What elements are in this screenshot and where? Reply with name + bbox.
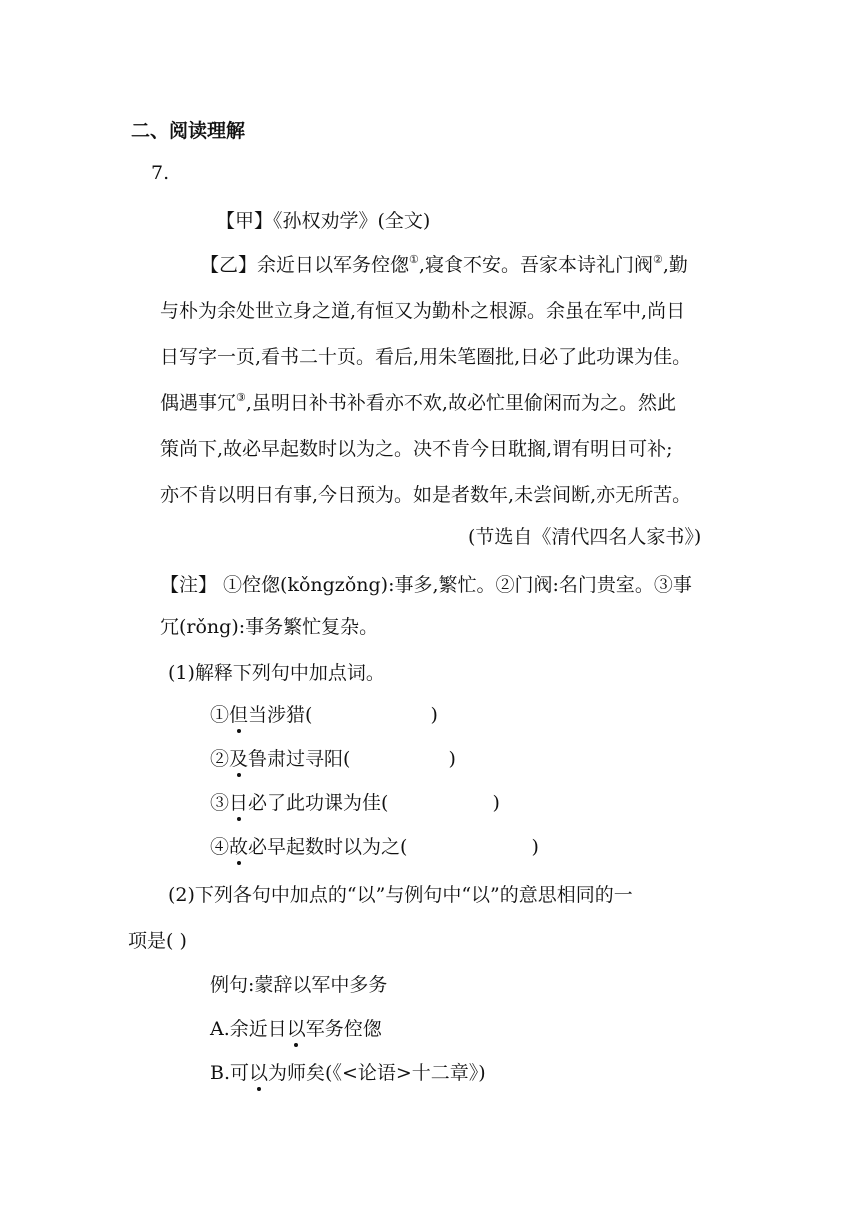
passage-source: (节选自《清代四名人家书》) [468,526,702,548]
q1-item-2: ②及鲁肃过寻阳( ) [210,748,456,770]
q2-prompt-line-1: (2)下列各句中加点的“以”与例句中“以”的意思相同的一 [168,884,633,906]
passage-yi-line-6: 亦不肯以明日有事,今日预为。如是者数年,未尝间断,亦无所苦。 [160,484,692,506]
footnote-marker: ② [652,253,663,266]
passage-jia-title: 【甲】《孙权劝学》(全文) [216,210,431,232]
footnote-marker: ① [409,253,419,266]
q2-prompt-line-2: 项是( ) [128,930,187,952]
passage-yi-line-3: 日写字一页,看书二十页。看后,用朱笔圈批,日必了此功课为佳。 [160,346,692,368]
question-number: 7. [151,162,170,184]
passage-yi-line-5: 策尚下,故必早起数时以为之。决不肯今日耽搁,谓有明日可补; [160,438,673,460]
dotted-word: 以 [286,1018,306,1040]
q2-example: 例句:蒙辞以军中多务 [210,974,388,996]
q1-prompt: (1)解释下列句中加点词。 [168,662,385,684]
notes-line-1: 【注】 ①倥偬(kǒngzǒng):事多,繁忙。②门阀:名门贵室。③事 [160,574,692,596]
passage-yi-line-2: 与朴为余处世立身之道,有恒又为勤朴之根源。余虽在军中,尚日 [160,300,686,322]
q2-option-a[interactable]: A.余近日以军务倥偬 [210,1018,382,1040]
dotted-word: 日 [229,792,249,814]
dotted-word: 故 [229,836,249,858]
q1-item-1: ①但当涉猎( ) [210,704,438,726]
passage-yi-line-4: 偶遇事冗③,虽明日补书补看亦不欢,故必忙里偷闲而为之。然此 [160,391,676,414]
passage-yi-line-1: 【乙】余近日以军务倥偬①,寝食不安。吾家本诗礼门阀②,勤 [200,253,688,276]
q1-item-4: ④故必早起数时以为之( ) [210,836,539,858]
q2-option-b[interactable]: B.可以为师矣(《<论语>十二章》) [210,1062,486,1084]
section-title: 二、阅读理解 [131,120,246,142]
dotted-word: 但 [229,704,249,726]
notes-line-2: 冗(rǒng):事务繁忙复杂。 [160,616,379,638]
q1-item-3: ③日必了此功课为佳( ) [210,792,500,814]
dotted-word: 以 [249,1062,269,1084]
dotted-word: 及 [229,748,249,770]
footnote-marker: ③ [236,391,246,404]
passage-yi-label: 【乙】 [200,254,258,276]
